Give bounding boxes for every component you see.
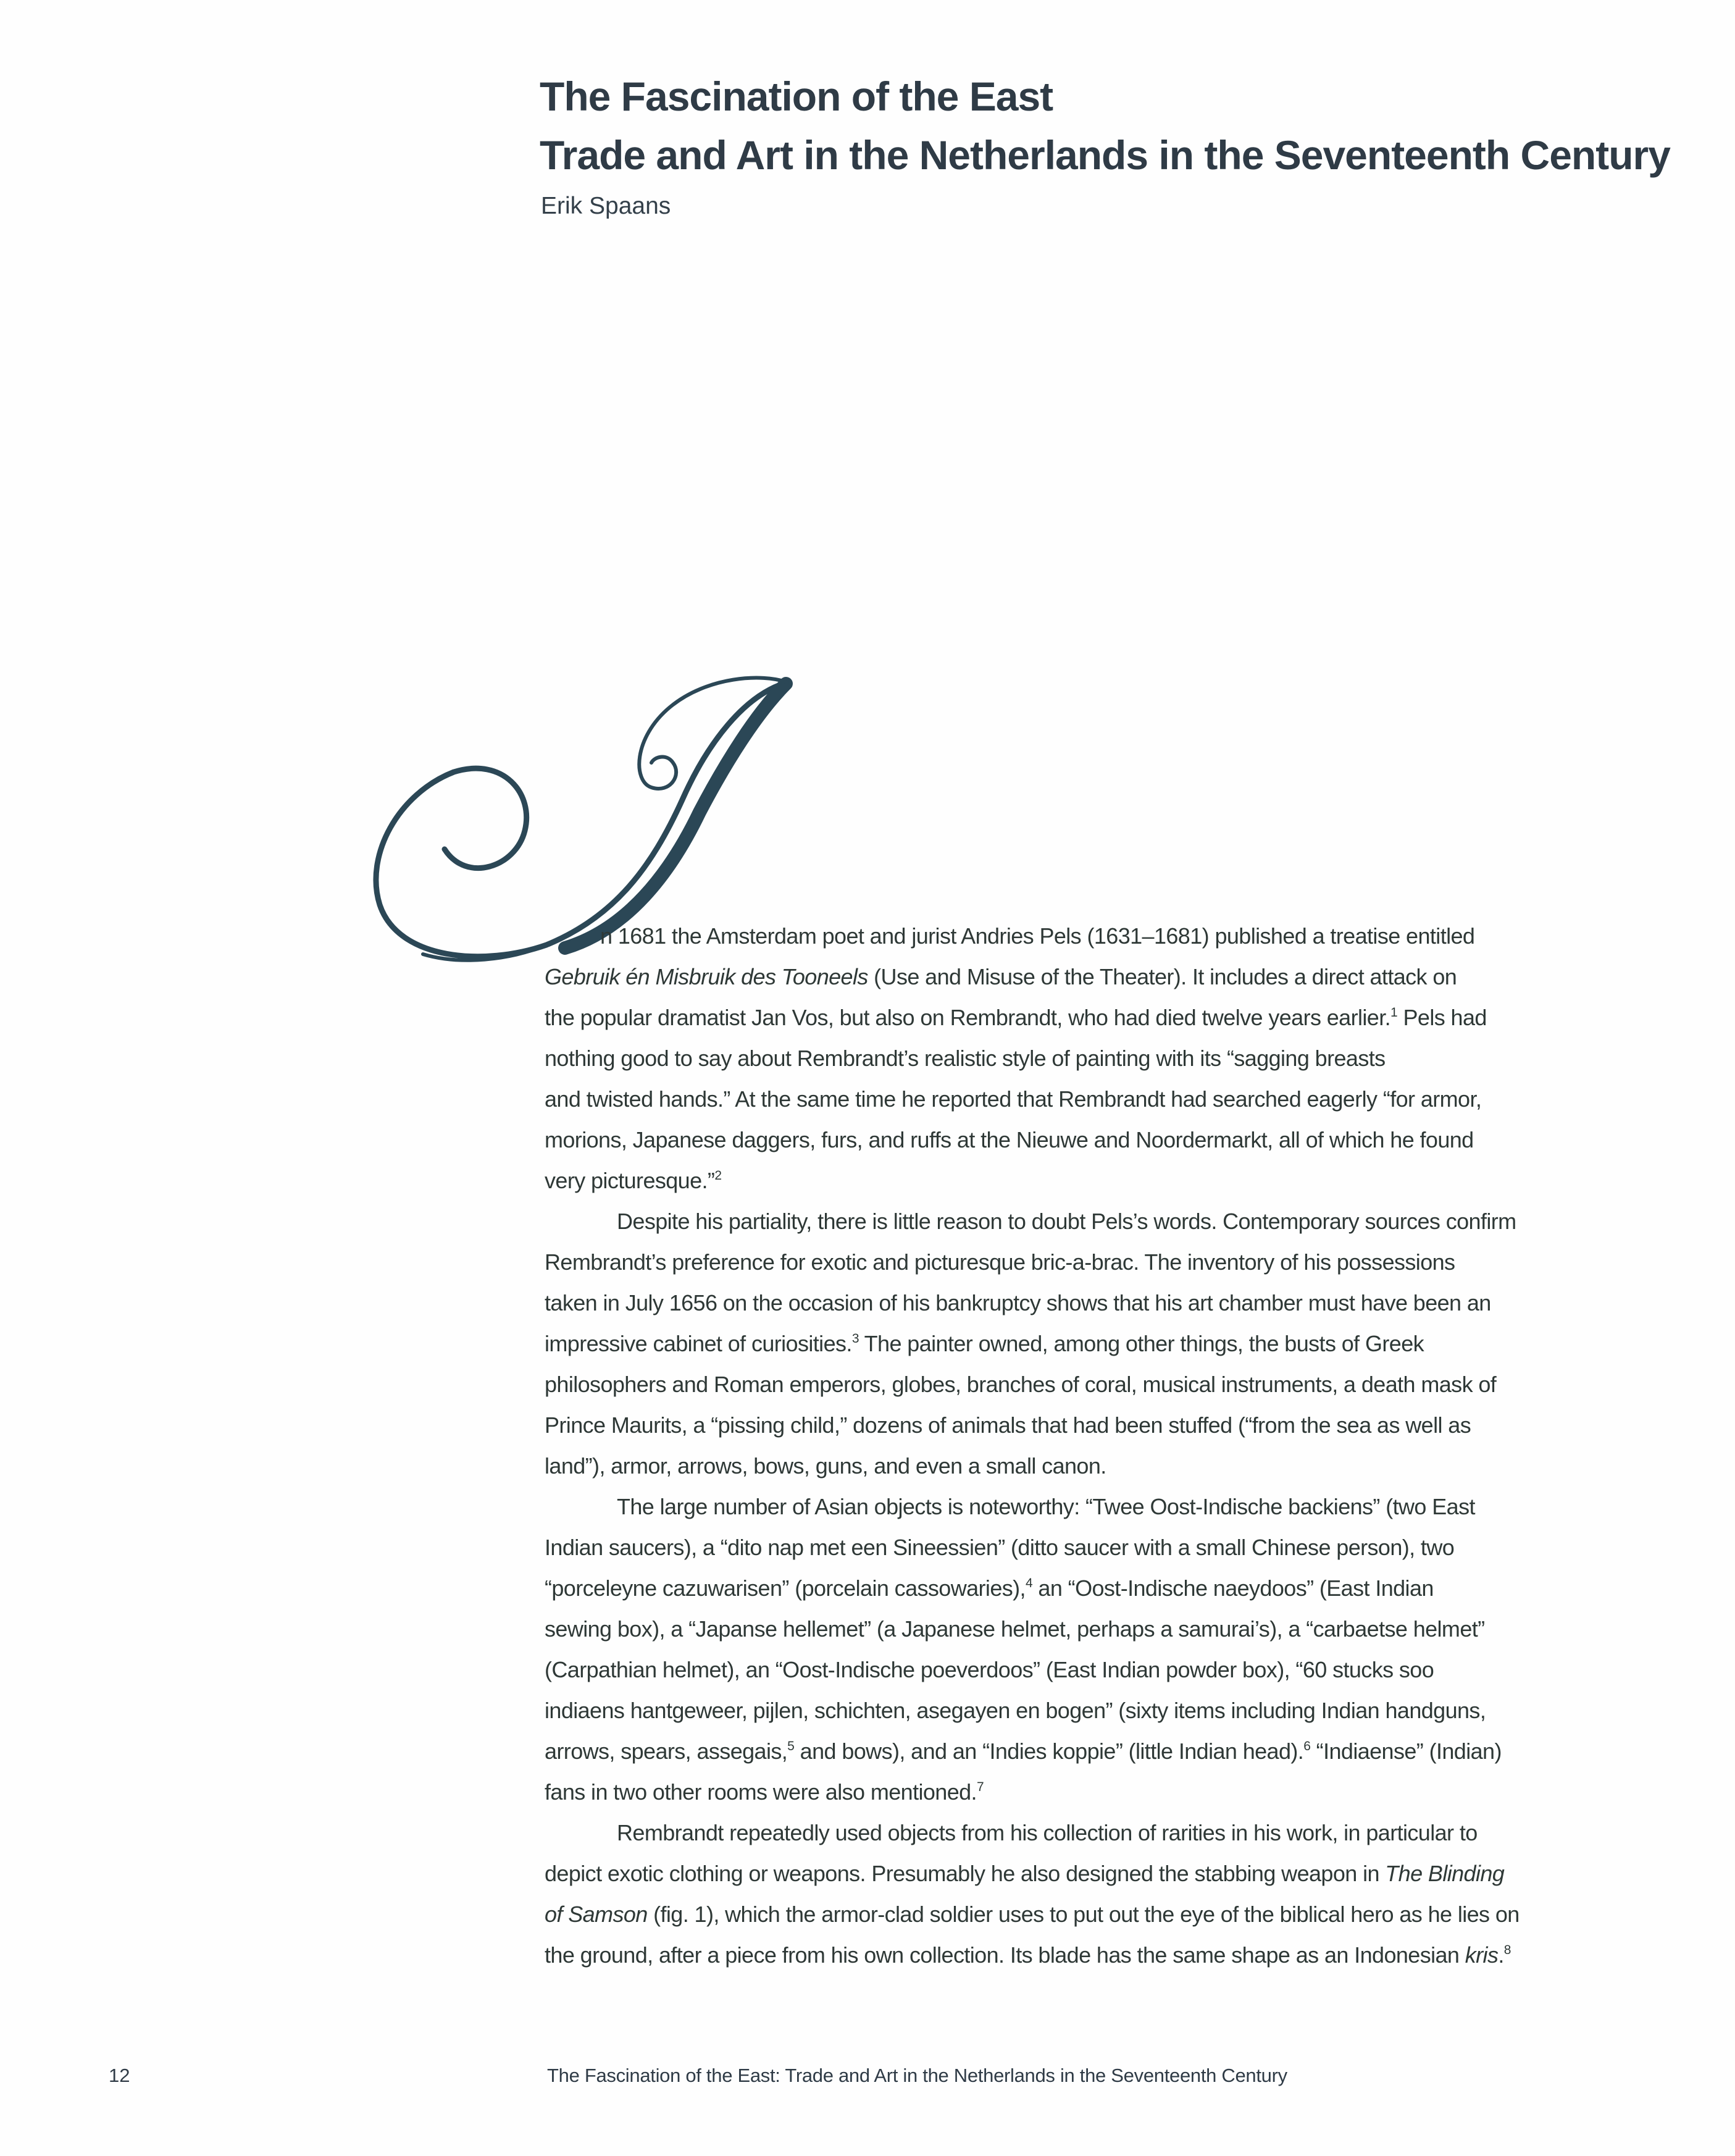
paragraph xyxy=(545,1813,1693,1976)
text-span: Prince Maurits, a “pissing child,” dozens of animals that had been stuffed (“from the sea as well as xyxy=(545,1412,1471,1438)
footnote-marker: 5 xyxy=(787,1739,795,1753)
text-line xyxy=(545,1323,1693,1364)
article-body xyxy=(545,916,1693,1976)
text-line xyxy=(545,1894,1693,1935)
italic-text: The Blinding xyxy=(1385,1861,1505,1886)
text-span: Indian saucers), a “dito nap met een Sineessien” (ditto saucer with a small Chinese person), two xyxy=(545,1535,1455,1560)
text-span: The large number of Asian objects is noteworthy: “Twee Oost-Indische backiens” (two East xyxy=(617,1494,1475,1519)
text-line xyxy=(545,1242,1693,1283)
italic-text: Gebruik én Misbruik des Tooneels xyxy=(545,964,868,989)
text-span: Pels had xyxy=(1397,1005,1487,1030)
text-span: (fig. 1), which the armor-clad soldier uses to put out the eye of the biblical hero as he lies on xyxy=(647,1902,1520,1927)
text-span: sewing box), a “Japanse hellemet” (a Japanese helmet, perhaps a samurai’s), a “carbaetse helmet” xyxy=(545,1616,1485,1642)
text-span: land”), armor, arrows, bows, guns, and even a small canon. xyxy=(545,1453,1106,1479)
text-line xyxy=(545,1731,1693,1772)
text-line xyxy=(545,997,1693,1038)
text-line xyxy=(545,1487,1693,1527)
text-span: The painter owned, among other things, the busts of Greek xyxy=(858,1331,1424,1356)
text-span: and twisted hands.” At the same time he reported that Rembrandt had searched eagerly “for armor, xyxy=(545,1086,1482,1112)
text-span: Despite his partiality, there is little reason to doubt Pels’s words. Contemporary sources confirm xyxy=(617,1209,1516,1234)
paragraph xyxy=(545,1201,1693,1487)
text-span: . xyxy=(1498,1942,1504,1968)
footnote-marker: 2 xyxy=(714,1168,722,1183)
text-span: fans in two other rooms were also mentioned. xyxy=(545,1779,977,1805)
text-span: and bows), and an “Indies koppie” (little Indian head). xyxy=(794,1739,1304,1764)
text-line xyxy=(545,1609,1693,1650)
text-span: an “Oost-Indische naeydoos” (East Indian xyxy=(1032,1575,1434,1601)
text-span: the popular dramatist Jan Vos, but also on Rembrandt, who had died twelve years earlier. xyxy=(545,1005,1391,1030)
text-line xyxy=(545,1853,1693,1894)
italic-text: kris xyxy=(1465,1942,1499,1968)
text-line xyxy=(545,1120,1693,1160)
text-span: “Indiaense” (Indian) xyxy=(1310,1739,1502,1764)
text-line xyxy=(545,1935,1693,1976)
text-line xyxy=(545,957,1693,997)
text-span: philosophers and Roman emperors, globes, branches of coral, musical instruments, a death mask of xyxy=(545,1372,1497,1397)
text-span: arrows, spears, assegais, xyxy=(545,1739,788,1764)
text-line xyxy=(545,1079,1693,1120)
footnote-marker: 3 xyxy=(851,1332,859,1346)
text-line xyxy=(545,1283,1693,1323)
text-span: nothing good to say about Rembrandt’s realistic style of painting with its “sagging breasts xyxy=(545,1046,1386,1071)
text-span: Rembrandt repeatedly used objects from his collection of rarities in his work, in particular to xyxy=(617,1820,1478,1845)
text-span: the ground, after a piece from his own collection. Its blade has the same shape as an Indonesian xyxy=(545,1942,1465,1968)
paragraph xyxy=(545,916,1693,1201)
article-subtitle: Trade and Art in the Netherlands in the Seventeenth Century xyxy=(540,132,1670,178)
text-line xyxy=(545,1772,1693,1813)
article-author: Erik Spaans xyxy=(541,193,671,219)
text-line xyxy=(545,1527,1693,1568)
italic-text: of Samson xyxy=(545,1902,648,1927)
text-line xyxy=(545,1160,1693,1201)
text-span: (Use and Misuse of the Theater). It includes a direct attack on xyxy=(867,964,1457,989)
article-title: The Fascination of the East xyxy=(540,73,1053,119)
page-number: 12 xyxy=(109,2065,130,2086)
footnote-marker: 7 xyxy=(976,1780,984,1794)
text-span: morions, Japanese daggers, furs, and ruffs at the Nieuwe and Noordermarkt, all of which he found xyxy=(545,1127,1474,1152)
text-line xyxy=(545,1405,1693,1446)
text-span: “porceleyne cazuwarisen” (porcelain cassowaries), xyxy=(545,1575,1026,1601)
text-line xyxy=(545,1650,1693,1690)
text-span: indiaens hantgeweer, pijlen, schichten, asegayen en bogen” (sixty items including Indian handguns, xyxy=(545,1698,1486,1723)
footnote-marker: 6 xyxy=(1303,1739,1311,1753)
footnote-marker: 4 xyxy=(1025,1576,1033,1590)
running-footer-title: The Fascination of the East: Trade and Art in the Netherlands in the Seventeenth Century xyxy=(547,2065,1287,2086)
text-line xyxy=(545,1038,1693,1079)
text-span: impressive cabinet of curiosities. xyxy=(545,1331,852,1356)
text-line xyxy=(545,1201,1693,1242)
footnote-marker: 8 xyxy=(1503,1943,1511,1957)
text-span: n 1681 the Amsterdam poet and jurist Andries Pels (1631–1681) published a treatise entitled xyxy=(600,923,1475,949)
text-line xyxy=(545,1568,1693,1609)
text-span: Rembrandt’s preference for exotic and picturesque bric-a-brac. The inventory of his possessions xyxy=(545,1249,1455,1275)
text-line xyxy=(545,1364,1693,1405)
text-line xyxy=(545,1446,1693,1487)
text-span: very picturesque.” xyxy=(545,1168,715,1193)
text-line xyxy=(545,1690,1693,1731)
text-span: (Carpathian helmet), an “Oost-Indische poeverdoos” (East Indian powder box), “60 stucks soo xyxy=(545,1657,1434,1682)
text-line xyxy=(545,916,1693,957)
paragraph xyxy=(545,1487,1693,1813)
text-line xyxy=(545,1813,1693,1853)
text-span: taken in July 1656 on the occasion of his bankruptcy shows that his art chamber must have been an xyxy=(545,1290,1491,1315)
text-span: depict exotic clothing or weapons. Presumably he also designed the stabbing weapon in xyxy=(545,1861,1386,1886)
footnote-marker: 1 xyxy=(1390,1005,1398,1020)
